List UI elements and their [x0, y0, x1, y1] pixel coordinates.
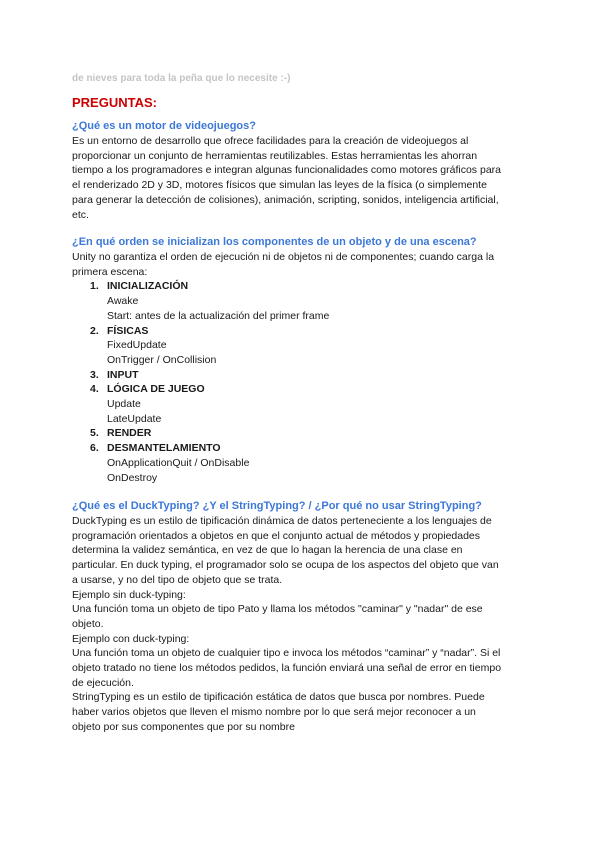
step-title: FÍSICAS — [107, 324, 149, 337]
step-subitem: LateUpdate — [107, 412, 162, 425]
paragraph-line: para generar la detección de colisiones), animación, scripting, sonidos, inteligencia artificial, — [72, 193, 499, 206]
header-fragment: de nieves para toda la peña que lo necesite :-) — [72, 73, 291, 84]
execution-order-list — [72, 279, 532, 485]
paragraph-line: etc. — [72, 208, 89, 221]
step-subitem: FixedUpdate — [107, 339, 167, 352]
list-number: 6. — [90, 442, 99, 455]
step-subitem: Update — [107, 398, 141, 411]
list-item — [72, 382, 532, 426]
question-block-ducktyping — [72, 498, 532, 735]
paragraph-line: de ejecución. — [72, 676, 134, 689]
section-title: PREGUNTAS: — [72, 95, 157, 110]
paragraph-line: primera escena: — [72, 265, 148, 278]
paragraph-line: proporcionar un conjunto de herramientas reutilizables. Estas herramientas les ahorran — [72, 149, 478, 162]
step-subitem: OnApplicationQuit / OnDisable — [107, 456, 250, 469]
paragraph-line: Unity no garantiza el orden de ejecución ni de objetos ni de componentes; cuando carga la — [72, 251, 495, 263]
question-block-init-order — [72, 234, 532, 485]
step-title: INPUT — [107, 368, 139, 381]
question-heading: ¿En qué orden se inicializan los componentes de un objeto y de una escena? — [72, 236, 477, 248]
step-subitem: OnTrigger / OnCollision — [107, 353, 217, 366]
paragraph-line: Ejemplo sin duck-typing: — [72, 588, 186, 601]
paragraph-line: StringTyping es un estilo de tipificación estática de datos que busca por nombres. Puede — [72, 691, 485, 704]
step-subitem: OnDestroy — [107, 471, 158, 484]
paragraph-line: Es un entorno de desarrollo que ofrece facilidades para la creación de videojuegos al — [72, 135, 469, 147]
paragraph-line: Ejemplo con duck-typing: — [72, 632, 190, 645]
paragraph-line: a usarse, y no del tipo de objeto que se trata. — [72, 573, 283, 586]
list-number: 5. — [90, 427, 99, 440]
paragraph-line: Una función toma un objeto de cualquier tipo e invoca los métodos “caminar” y “nadar”. Si el — [72, 647, 501, 660]
question-heading: ¿Qué es un motor de videojuegos? — [72, 120, 256, 132]
list-number: 1. — [90, 280, 99, 293]
list-number: 2. — [90, 324, 99, 337]
list-item — [72, 368, 532, 383]
step-title: INICIALIZACIÓN — [107, 280, 189, 293]
paragraph-line: objeto tratado no tiene los métodos pedidos, la función enviará una señal de error en tiempo — [72, 662, 502, 675]
list-item — [72, 426, 532, 441]
paragraph-line: programación orientados a objetos en que el conjunto actual de métodos y propiedades — [72, 529, 481, 542]
paragraph-line: particular. En duck typing, el programador solo se ocupa de los aspectos del objeto que van — [72, 559, 499, 572]
paragraph-line: Una función toma un objeto de tipo Pato y llama los métodos "caminar" y "nadar" de ese — [72, 603, 483, 616]
question-block-engine — [72, 118, 532, 222]
list-item — [72, 324, 532, 368]
list-item — [72, 279, 532, 323]
step-title: LÓGICA DE JUEGO — [107, 383, 205, 396]
paragraph-line: objeto. — [72, 617, 104, 630]
step-title: RENDER — [107, 427, 152, 440]
paragraph-line: DuckTyping es un estilo de tipificación dinámica de datos perteneciente a los lenguajes de — [72, 515, 492, 527]
list-number: 3. — [90, 368, 99, 381]
question-heading: ¿Qué es el DuckTyping? ¿Y el StringTyping? / ¿Por qué no usar StringTyping? — [72, 500, 482, 512]
step-subitem: Start: antes de la actualización del primer frame — [107, 309, 330, 322]
paragraph-line: tiempo a los programadores e integran algunas funcionalidades como motores gráficos para — [72, 164, 501, 177]
list-number: 4. — [90, 383, 99, 396]
list-item — [72, 441, 532, 485]
paragraph-line: objeto por sus componentes que por su nombre — [72, 720, 295, 733]
step-subitem: Awake — [107, 295, 139, 308]
step-title: DESMANTELAMIENTO — [107, 442, 221, 455]
paragraph-line: haber varios objetos que lleven el mismo nombre por lo que será mejor reconocer a un — [72, 706, 476, 719]
paragraph-line: el renderizado 2D y 3D, motores físicos que simulan las leyes de la física (o simplemente — [72, 179, 487, 192]
paragraph-line: determina la validez semántica, en vez de que lo hagan la herencia de una clase en — [72, 544, 463, 557]
